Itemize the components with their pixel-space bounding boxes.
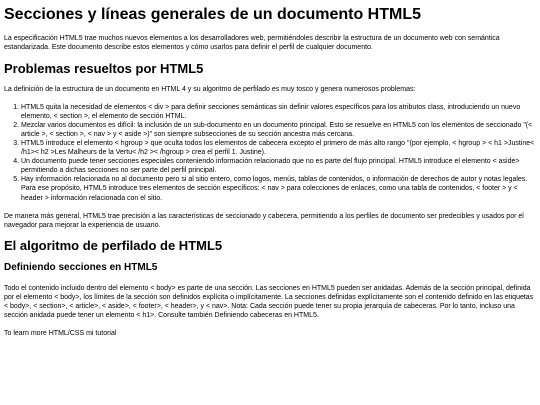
problems-list <box>4 103 536 203</box>
section-heading-problems: Problemas resueltos por HTML5 <box>4 60 204 76</box>
intro-paragraph: La especificación HTML5 trae muchos nuevos elementos a los desarrolladores web, permitiéndoles describir la estructura de un documento web con semántica estandarizada. Este documento describe estos elementos y cómo usarlos para definir el perfil de cualquier documento. <box>4 35 500 52</box>
problems-paragraph: La definición de la estructura de un documento en HTML 4 y su algoritmo de perfilado es muy tosco y genera numerosos problemas: <box>4 85 416 93</box>
section-heading-algorithm: El algoritmo de perfilado de HTML5 <box>4 237 223 253</box>
list-item: 5. Hay información relacionada no al documento pero si al sitio entero, como logos, menús, tablas de contenidos, o información de derechos de autor y notas legales. Para ese propósito, HTML5 introduce tres elementos de sección específicos: < nav > para colecciones de enlaces, como una tabla de contenidos, < footer > y < header > información relacionada con el sitio. <box>21 175 536 202</box>
list-item: 4. Un documento puede tener secciones especiales conteniendo información relacionado que no es parte del flujo principal. HTML5 introduce el elemento < aside> permitiendo a dichas secciones no ser parte del perfil principal. <box>21 157 536 175</box>
list-item: 3. HTML5 introduce el elemento < hgroup > que oculta todos los elementos de cabecera excepto el primero de más alto rango "(por ejemplo, < hgroup > < h1 >Justine< /h1>< h2 >Les Malheurs de la Vertu< /h2 >< /hgroup > crea el perfil 1. Justine). <box>21 139 536 157</box>
footer-text: To learn more HTML/CSS mi tutorial <box>4 330 117 338</box>
page-title: Secciones y líneas generales de un documento HTML5 <box>4 6 422 23</box>
closing-paragraph: De manera más general, HTML5 trae precisión a las características de seccionado y cabecera, permitiendo a los perfiles de documento ser predecibles y usados por el navegador para mejorar la experiencia de usuario. <box>4 212 524 229</box>
sections-paragraph: Todo el contenido incluido dentro del elemento < body> es parte de una sección. Las secciones en HTML5 pueden ser anidadas. Además de la sección principal, definida por el elemento < body>, los límites de la sección son definidos explícita o implícitamente. La secciones definidas explícitamente son el contenido definido en las etiquetas < body>, < section>, < article>, < aside>, < footer>, < header>, y < nav>. Nota: Cada sección puede tener su propia jerarquía de cabeceras. Por lo tanto, incluso una sección anidada puede tener un elemento < h1>. Consulte también Definiendo cabeceras en HTML5. <box>4 284 534 320</box>
list-item: 1. HTML5 quita la necesidad de elementos < div > para definir secciones semánticas sin definir valores específicos para los atributos class, introduciendo un nuevo elemento, < section >, el elemento de sección HTML. <box>21 103 536 121</box>
list-item: 2. Mezclar varios documentos es difícil: la inclusión de un sub-documento en un documento principal. Esto se resuelve en HTML5 con los elementos de seccionado "(< article >, < section >, < nav > y < aside >)" son siempre subsecciones de su sección ancestra más cercana. <box>21 121 536 139</box>
subsection-heading-sections: Definiendo secciones en HTML5 <box>4 261 158 273</box>
